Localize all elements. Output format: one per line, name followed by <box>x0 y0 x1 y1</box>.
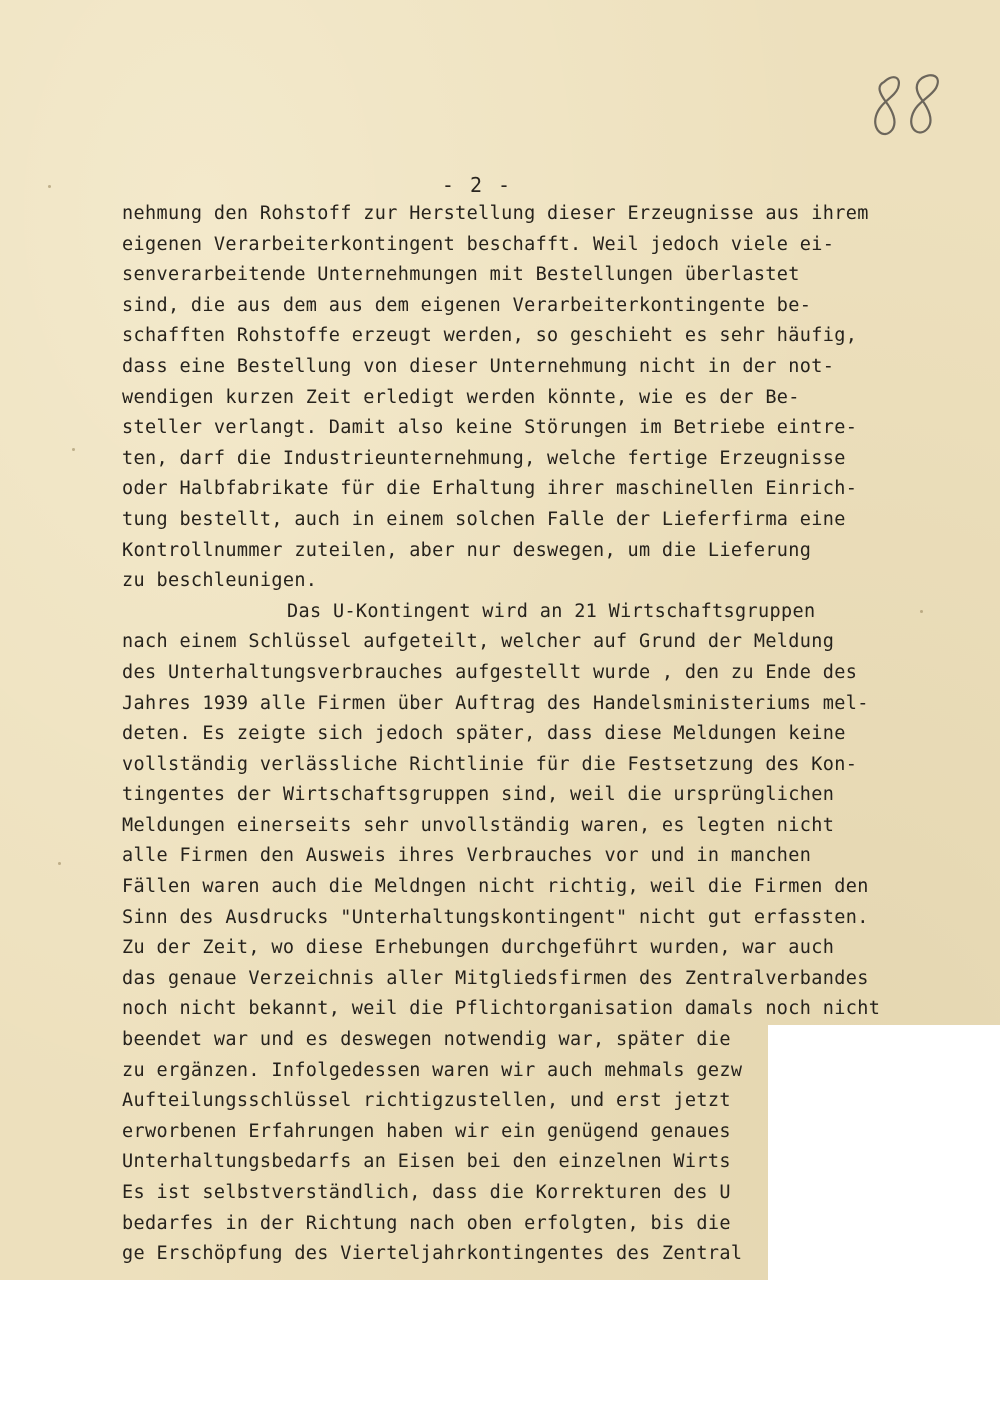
text-line: dass eine Bestellung von dieser Unternehmung nicht in der not- <box>122 355 835 377</box>
text-line: zu beschleunigen. <box>122 570 318 592</box>
text-line: nach einem Schlüssel aufgeteilt, welcher auf Grund der Meldung <box>122 631 835 653</box>
paper-speck <box>920 610 923 613</box>
handwritten-folio-number <box>862 68 952 148</box>
text-line: Zu der Zeit, wo diese Erhebungen durchgeführt wurden, war auch <box>122 937 835 959</box>
text-line: nehmung den Rohstoff zur Herstellung dieser Erzeugnisse aus ihrem <box>122 203 869 224</box>
text-line: steller verlangt. Damit also keine Störungen im Betriebe eintre- <box>122 417 858 439</box>
text-line: Fällen waren auch die Meldngen nicht richtig, weil die Firmen den <box>122 876 869 898</box>
text-line-cropped: bedarfes in der Richtung nach oben erfolgten, bis die <box>122 1212 731 1234</box>
text-line: Sinn des Ausdrucks "Unterhaltungskontingent" nicht gut erfassten. <box>122 906 869 928</box>
text-line: Kontrollnummer zuteilen, aber nur deswegen, um die Lieferung <box>122 539 812 561</box>
paper-speck <box>72 448 75 451</box>
text-line: vollständig verlässliche Richtlinie für die Festsetzung des Kon- <box>122 753 858 775</box>
text-line: deten. Es zeigte sich jedoch später, dass diese Meldungen keine <box>122 723 846 745</box>
paper-speck <box>58 862 61 865</box>
text-line-cropped: Aufteilungsschlüssel richtigzustellen, und erst jetzt <box>122 1090 731 1112</box>
text-line-cropped: beendet war und es deswegen notwendig war, später die <box>122 1029 731 1051</box>
text-line: tingentes der Wirtschaftsgruppen sind, weil die ursprünglichen <box>122 784 835 806</box>
text-line-cropped: Es ist selbstverständlich, dass die Korrekturen des U <box>122 1182 731 1203</box>
scan-mask-bottom <box>0 1280 1000 1413</box>
folio-handwriting-image <box>862 68 952 148</box>
text-line-cropped: zu ergänzen. Infolgedessen waren wir auch mehmals gezw <box>122 1059 743 1081</box>
text-line-cropped: ge Erschöpfung des Vierteljahrkontingentes des Zentral <box>122 1243 743 1265</box>
text-line: Meldungen einerseits sehr unvollständig waren, es legten nicht <box>122 814 835 836</box>
text-line: ten, darf die Industrieunternehmung, welche fertige Erzeugnisse <box>122 447 846 469</box>
text-line: schafften Rohstoffe erzeugt werden, so geschieht es sehr häufig, <box>122 325 858 347</box>
text-line: wendigen kurzen Zeit erledigt werden könnte, wie es der Be- <box>122 386 800 408</box>
text-line: das genaue Verzeichnis aller Mitgliedsfirmen des Zentralverbandes <box>122 967 869 989</box>
paper-speck <box>48 185 51 188</box>
paragraph-start-line: Das U-Kontingent wird an 21 Wirtschaftsgruppen <box>287 600 816 622</box>
page-number: - 2 - <box>441 173 513 197</box>
text-line-cropped: erworbenen Erfahrungen haben wir ein genügend genaues <box>122 1120 731 1142</box>
text-line-cropped: Unterhaltungsbedarfs an Eisen bei den einzelnen Wirts <box>122 1151 731 1173</box>
text-line: sind, die aus dem aus dem eigenen Verarbeiterkontingente be- <box>122 294 812 316</box>
text-line: alle Firmen den Ausweis ihres Verbrauches vor und in manchen <box>122 845 812 867</box>
text-line: tung bestellt, auch in einem solchen Falle der Lieferfirma eine <box>122 508 846 530</box>
text-line: senverarbeitende Unternehmungen mit Bestellungen überlastet <box>122 264 800 286</box>
text-line: Jahres 1939 alle Firmen über Auftrag des Handelsministeriums mel- <box>122 692 869 714</box>
text-line: oder Halbfabrikate für die Erhaltung ihrer maschinellen Einrich- <box>122 478 858 500</box>
text-line: eigenen Verarbeiterkontingent beschafft. Weil jedoch viele ei- <box>122 233 835 255</box>
text-line: des Unterhaltungsverbrauches aufgestellt wurde , den zu Ende des <box>122 661 858 683</box>
text-line: noch nicht bekannt, weil die Pflichtorganisation damals noch nicht <box>122 998 881 1020</box>
